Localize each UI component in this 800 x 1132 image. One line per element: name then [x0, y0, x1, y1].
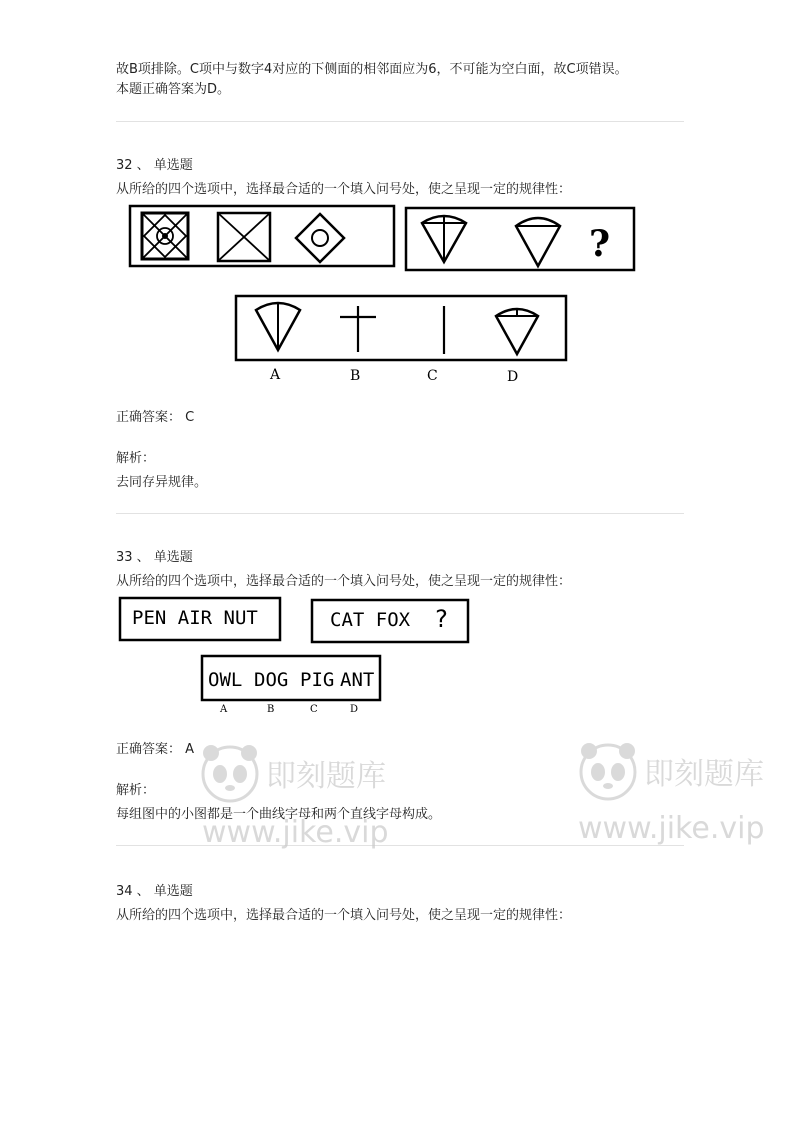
- prev-analysis-line2: 本题正确答案为D。: [116, 82, 231, 97]
- q33-option-text: ANT: [340, 669, 375, 691]
- q34-header: 34 、 单选题: [116, 884, 193, 899]
- q33-box2-text: CAT FOX: [330, 609, 411, 631]
- q32-option-label: B: [350, 368, 361, 384]
- q33-header: 33 、 单选题: [116, 550, 193, 565]
- q33-option-text: PIG: [300, 669, 335, 691]
- q33-box1-text: PEN AIR NUT: [132, 607, 258, 629]
- q32-header: 32 、 单选题: [116, 158, 193, 173]
- watermark-url: www.jike.vip: [202, 815, 389, 850]
- q33-figure: [116, 594, 476, 718]
- q32-stem: 从所给的四个选项中，选择最合适的一个填入问号处，使之呈现一定的规律性：: [116, 182, 572, 197]
- q33-stem: 从所给的四个选项中，选择最合适的一个填入问号处，使之呈现一定的规律性：: [116, 574, 572, 589]
- q32-option-label: D: [507, 369, 519, 385]
- divider: [116, 513, 684, 514]
- q32-analysis: 去同存异规律。: [116, 475, 208, 490]
- q32-analysis-label: 解析：: [116, 451, 156, 466]
- q33-option-label: C: [310, 704, 318, 715]
- watermark-brand: 即刻题库: [644, 757, 764, 792]
- q32-answer: 正确答案： C: [116, 410, 195, 425]
- panda-logo-icon: [581, 743, 635, 799]
- watermark-brand: 即刻题库: [266, 759, 386, 794]
- divider: [116, 845, 684, 846]
- q33-option-label: B: [267, 704, 275, 715]
- divider: [116, 121, 684, 122]
- q34-stem: 从所给的四个选项中，选择最合适的一个填入问号处，使之呈现一定的规律性：: [116, 908, 572, 923]
- q33-analysis-label: 解析：: [116, 783, 156, 798]
- q32-question-mark: ?: [589, 223, 611, 265]
- q32-option-label: C: [427, 368, 438, 384]
- q33-option-text: OWL: [208, 669, 243, 691]
- watermark-url: www.jike.vip: [578, 811, 765, 846]
- q33-option-label: D: [350, 704, 359, 715]
- q33-option-label: A: [220, 704, 228, 715]
- prev-analysis-line1: 故B项排除。C项中与数字4对应的下侧面的相邻面应为6，不可能为空白面，故C项错误。: [116, 62, 628, 77]
- q32-option-label: A: [270, 367, 281, 383]
- q33-analysis: 每组图中的小图都是一个曲线字母和两个直线字母构成。: [116, 807, 442, 822]
- q33-question-mark: ?: [434, 605, 449, 633]
- watermark-right: [574, 738, 800, 862]
- q33-option-text: DOG: [254, 669, 289, 691]
- panda-logo-icon: [203, 745, 257, 801]
- q32-figure: [124, 204, 644, 390]
- q33-answer: 正确答案： A: [116, 742, 195, 757]
